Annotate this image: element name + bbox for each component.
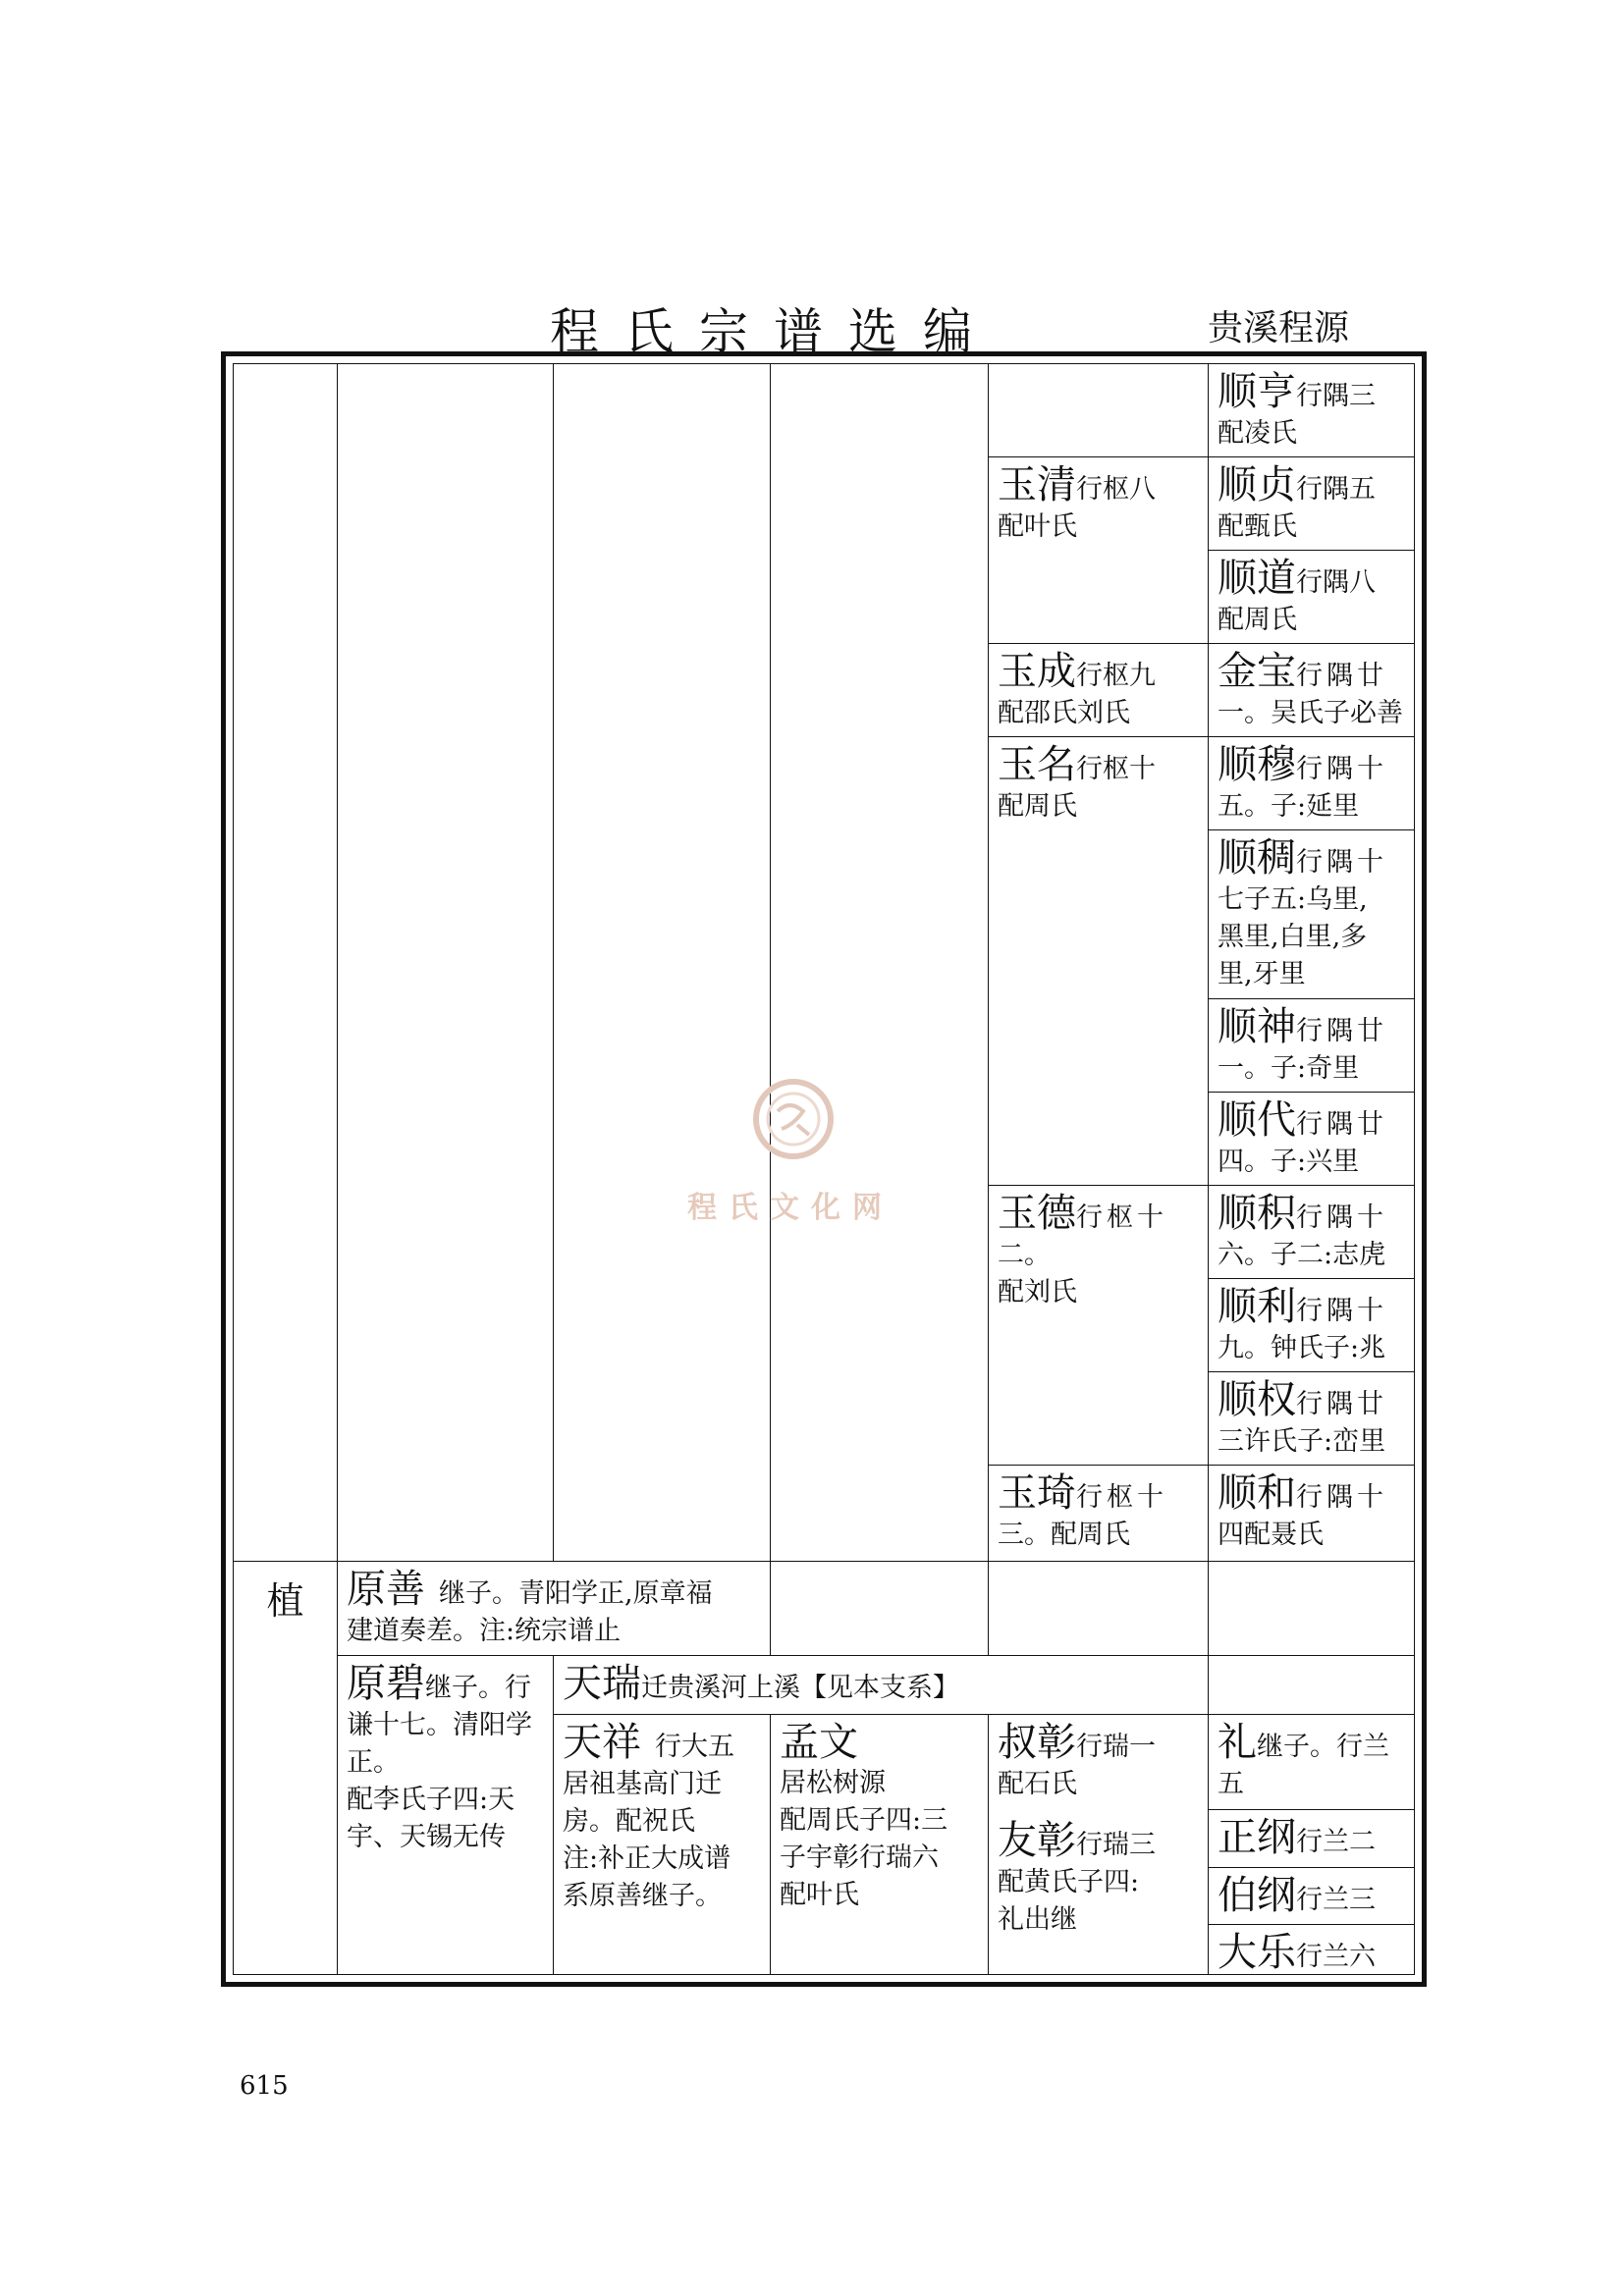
person-note: 继子。青阳学正,原章福 (439, 1578, 713, 1609)
person-note: 宇、天锡无传 (347, 1822, 506, 1852)
person-entry-jinbao (1210, 645, 1414, 735)
person-rank: 行隅八 (1296, 567, 1376, 598)
person-name: 玉名 (998, 742, 1076, 787)
person-note: 建道奏差。注:统宗谱止 (347, 1616, 622, 1646)
person-note: 配周氏子四:三 (780, 1805, 948, 1836)
person-entry-yuanbi (339, 1657, 552, 1973)
person-note: 九。钟氏子:兆 (1218, 1333, 1386, 1363)
person-rank: 行隅五 (1296, 474, 1376, 505)
person-note: 居祖基高门迁 (563, 1769, 722, 1799)
person-name: 伯纲 (1218, 1873, 1296, 1918)
person-rank: 行兰三 (1296, 1885, 1376, 1915)
person-name: 友彰 (998, 1818, 1076, 1863)
row-divider (337, 1655, 1415, 1656)
row-divider (1208, 1465, 1415, 1466)
person-note: 子宇彰行瑞六 (780, 1842, 939, 1873)
person-note: 迁贵溪河上溪【见本支系】 (641, 1673, 959, 1703)
person-note: 系原善继子。 (563, 1881, 722, 1911)
person-note: 谦十七。清阳学 (347, 1710, 532, 1740)
person-rank: 行隅十 (1296, 1202, 1387, 1233)
person-name: 大乐 (1218, 1930, 1296, 1974)
person-entry-tianrui (555, 1657, 1207, 1713)
person-rank: 行瑞三 (1076, 1830, 1156, 1860)
person-note: 配周氏 (1218, 605, 1297, 635)
person-note: 配李氏子四:天 (347, 1785, 515, 1815)
person-rank: 行隅廿 (1296, 1109, 1387, 1140)
person-note: 配叶氏 (780, 1880, 859, 1910)
person-entry-yucheng (990, 645, 1207, 735)
person-rank: 行隅十 (1296, 1482, 1387, 1513)
person-entry-yuanshan (339, 1563, 769, 1654)
watermark (687, 1060, 962, 1237)
row-divider (988, 643, 1208, 644)
person-rank: 行瑞一 (1076, 1732, 1156, 1762)
person-entry-zhenggang (1210, 1811, 1414, 1866)
person-note: 一。吴氏子必善 (1218, 698, 1403, 728)
person-name: 顺积 (1218, 1191, 1296, 1236)
person-name: 金宝 (1218, 649, 1296, 694)
column-divider (553, 1655, 554, 1975)
section-divider (233, 1561, 1415, 1562)
person-note: 配甄氏 (1218, 511, 1297, 542)
person-note: 二。 (998, 1240, 1051, 1270)
person-name: 玉清 (998, 462, 1076, 507)
person-rank: 继子。行兰 (1257, 1732, 1389, 1762)
person-note: 三。配周氏 (998, 1520, 1130, 1550)
person-rank: 行隅三 (1296, 381, 1376, 411)
person-rank: 行隅廿 (1296, 1389, 1387, 1419)
person-name: 玉德 (998, 1191, 1076, 1236)
person-name: 顺利 (1218, 1284, 1296, 1329)
column-divider (988, 1714, 989, 1975)
row-divider (988, 1185, 1208, 1186)
person-name: 正纲 (1218, 1815, 1296, 1860)
row-divider (1208, 829, 1415, 830)
person-name: 叔彰 (998, 1720, 1076, 1765)
person-rank: 继子。行 (425, 1673, 531, 1703)
person-rank: 行枢十 (1076, 1202, 1167, 1233)
page-subtitle: 贵溪程源 (1208, 308, 1350, 348)
person-name: 顺道 (1218, 556, 1296, 601)
row-divider (1208, 1371, 1415, 1372)
person-rank: 行枢十 (1076, 1482, 1167, 1513)
person-note: 五 (1218, 1769, 1244, 1799)
row-divider (1208, 1278, 1415, 1279)
person-note: 配凌氏 (1218, 418, 1297, 449)
person-note: 配叶氏 (998, 511, 1077, 542)
person-name: 顺神 (1218, 1004, 1296, 1049)
person-name: 玉琦 (998, 1470, 1076, 1516)
person-rank: 行隅廿 (1296, 661, 1387, 691)
column-divider (770, 363, 771, 1655)
generation-label: 植 (266, 1579, 304, 1623)
person-entry-shunli (1210, 1280, 1414, 1370)
column-divider (1208, 363, 1209, 1975)
person-entry-shunzhen (1210, 458, 1414, 549)
row-divider (988, 456, 1208, 457)
row-divider (553, 1714, 1415, 1715)
person-entry-shuzhang (990, 1716, 1207, 1810)
person-entry-shunquan (1210, 1373, 1414, 1464)
column-divider (553, 363, 554, 1561)
person-entry-yuming (990, 738, 1207, 1184)
person-entry-mengwen (772, 1716, 987, 1973)
person-name: 顺权 (1218, 1377, 1296, 1422)
person-note: 五。子:延里 (1218, 791, 1360, 822)
person-rank: 行隅十 (1296, 1296, 1387, 1326)
person-entry-shundao (1210, 552, 1414, 642)
person-note: 配刘氏 (998, 1277, 1077, 1308)
person-note: 里,牙里 (1218, 959, 1306, 989)
person-entry-shunheng (1210, 365, 1414, 455)
watermark-text: 程氏文化网 (687, 1191, 893, 1225)
person-rank: 行兰二 (1296, 1827, 1376, 1857)
row-divider (1208, 550, 1415, 551)
person-rank: 行大五 (655, 1732, 734, 1762)
person-entry-yuqi (990, 1467, 1207, 1560)
person-entry-tianxiang (555, 1716, 769, 1973)
person-entry-shunchou (1210, 831, 1414, 997)
row-divider (1208, 998, 1415, 999)
person-name: 天祥 (563, 1720, 641, 1765)
row-divider (988, 736, 1208, 737)
person-note: 一。子:奇里 (1218, 1053, 1360, 1084)
person-entry-youzhang (990, 1814, 1207, 1973)
person-rank: 行隅十 (1296, 754, 1387, 784)
person-note: 配石氏 (998, 1769, 1077, 1799)
person-entry-shundai (1210, 1094, 1414, 1184)
person-entry-shunshen (1210, 1000, 1414, 1091)
person-note: 配周氏 (998, 791, 1077, 822)
person-rank: 行兰六 (1296, 1942, 1376, 1972)
person-name: 原善 (347, 1567, 425, 1612)
person-entry-li (1210, 1716, 1414, 1808)
column-divider (988, 363, 989, 1655)
person-note: 房。配祝氏 (563, 1806, 695, 1837)
person-name: 顺代 (1218, 1097, 1296, 1143)
row-divider (1208, 643, 1415, 644)
row-divider (1208, 1092, 1415, 1093)
person-entry-shunmu (1210, 738, 1414, 828)
page-number: 615 (240, 2071, 289, 2101)
person-note: 正。 (347, 1747, 400, 1778)
person-rank: 行枢十 (1076, 754, 1156, 784)
person-entry-yude (990, 1187, 1207, 1464)
person-name: 孟文 (780, 1720, 858, 1765)
person-name: 原碧 (347, 1661, 425, 1706)
person-entry-dale (1210, 1926, 1414, 1974)
person-note: 四。子:兴里 (1218, 1147, 1360, 1177)
person-note: 配黄氏子四: (998, 1867, 1140, 1897)
column-divider (337, 363, 338, 1975)
person-rank: 行枢八 (1076, 474, 1156, 505)
person-name: 顺贞 (1218, 462, 1296, 507)
person-name: 顺亨 (1218, 369, 1296, 414)
person-entry-yuqing (990, 458, 1207, 642)
row-divider (1208, 1809, 1415, 1810)
person-note: 三许氏子:峦里 (1218, 1426, 1386, 1457)
person-note: 四配聂氏 (1218, 1520, 1324, 1550)
person-note: 六。子二:志虎 (1218, 1240, 1386, 1270)
row-divider (1208, 736, 1415, 737)
row-divider (1208, 456, 1415, 457)
row-divider (1208, 1867, 1415, 1868)
person-name: 礼 (1218, 1720, 1257, 1765)
person-name: 顺和 (1218, 1470, 1296, 1516)
person-name: 玉成 (998, 649, 1076, 694)
person-note: 七子五:乌里, (1218, 884, 1368, 915)
person-note: 黑里,白里,多 (1218, 922, 1368, 952)
person-name: 天瑞 (563, 1661, 641, 1706)
watermark-seal-icon (687, 1060, 962, 1188)
person-entry-shunhe (1210, 1467, 1414, 1560)
row-divider (1208, 1185, 1415, 1186)
person-note: 礼出继 (998, 1904, 1077, 1935)
person-name: 顺稠 (1218, 835, 1296, 881)
person-note: 居松树源 (780, 1768, 886, 1798)
person-name: 顺穆 (1218, 742, 1296, 787)
person-entry-shunji (1210, 1187, 1414, 1277)
person-rank: 行隅廿 (1296, 1016, 1387, 1046)
column-divider (770, 1714, 771, 1975)
person-note: 配邵氏刘氏 (998, 698, 1130, 728)
person-rank: 行枢九 (1076, 661, 1156, 691)
page-title: 程氏宗谱选编 (550, 303, 998, 360)
row-divider (1208, 1924, 1415, 1925)
person-rank: 行隅十 (1296, 847, 1387, 878)
person-entry-bogang (1210, 1869, 1414, 1923)
row-divider (988, 1465, 1208, 1466)
person-note: 注:补正大成谱 (563, 1843, 731, 1874)
